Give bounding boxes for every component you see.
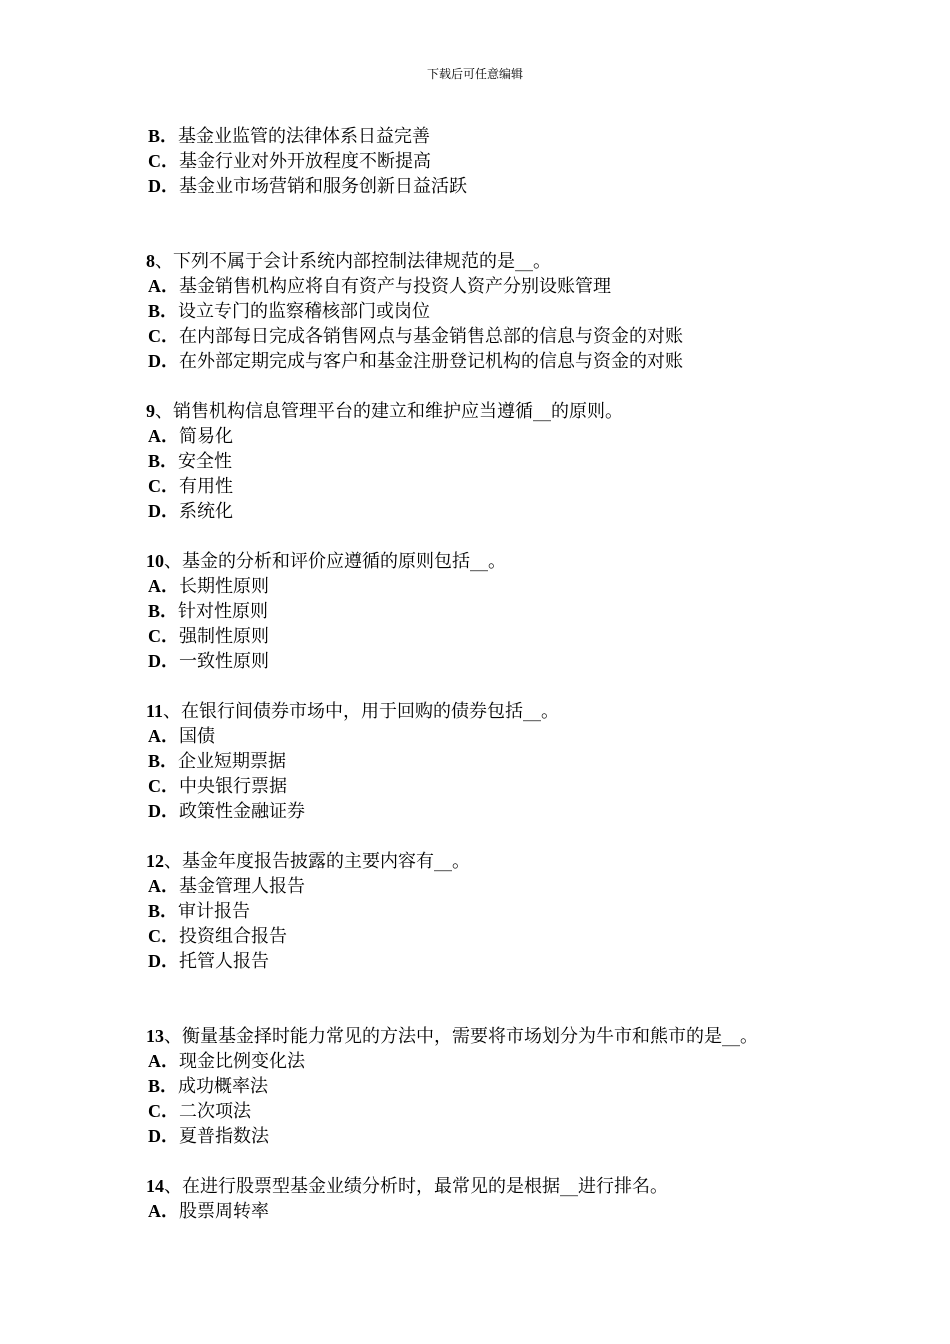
option-b: B．安全性: [148, 451, 233, 472]
option-c: C．二次项法: [148, 1101, 251, 1122]
option-a: A．国债: [148, 726, 215, 747]
option-c: C．在内部每日完成各销售网点与基金销售总部的信息与资金的对账: [148, 326, 683, 347]
option-a: A．现金比例变化法: [148, 1051, 305, 1072]
option-b: B．企业短期票据: [148, 751, 287, 772]
option-c: C．投资组合报告: [148, 926, 287, 947]
option-d: D．托管人报告: [148, 951, 269, 972]
question-content: [146, 124, 906, 1224]
option-b: B．针对性原则: [148, 601, 269, 622]
option-b: B．基金业监管的法律体系日益完善: [148, 126, 431, 147]
option-c: C．中央银行票据: [148, 776, 287, 797]
question-stem: 9、销售机构信息管理平台的建立和维护应当遵循__的原则。: [146, 401, 623, 422]
option-a: A．简易化: [148, 426, 233, 447]
option-b: B．设立专门的监察稽核部门或岗位: [148, 301, 431, 322]
question-13: [146, 1024, 906, 1149]
carry-over-options: [146, 124, 906, 199]
option-c: C．强制性原则: [148, 626, 269, 647]
question-stem: 13、衡量基金择时能力常见的方法中，需要将市场划分为牛市和熊市的是__。: [146, 1026, 758, 1047]
option-a: A．基金管理人报告: [148, 876, 305, 897]
option-d: D．一致性原则: [148, 651, 269, 672]
question-11: [146, 699, 906, 824]
question-stem: 8、下列不属于会计系统内部控制法律规范的是__。: [146, 251, 551, 272]
option-a: A．长期性原则: [148, 576, 269, 597]
option-d: D．夏普指数法: [148, 1126, 269, 1147]
question-stem: 10、基金的分析和评价应遵循的原则包括__。: [146, 551, 506, 572]
option-b: B．成功概率法: [148, 1076, 269, 1097]
question-14: [146, 1174, 906, 1224]
option-d: D．系统化: [148, 501, 233, 522]
page-header: 下载后可任意编辑: [426, 67, 523, 81]
question-stem: 11、在银行间债券市场中，用于回购的债券包括__。: [146, 701, 560, 722]
option-c: C．基金行业对外开放程度不断提高: [148, 151, 431, 172]
option-d: D．政策性金融证券: [148, 801, 305, 822]
question-9: [146, 399, 906, 524]
option-a: A．基金销售机构应将自有资产与投资人资产分别设账管理: [148, 276, 611, 297]
question-12: [146, 849, 906, 974]
question-8: [146, 249, 906, 374]
question-stem: 14、在进行股票型基金业绩分析时，最常见的是根据__进行排名。: [146, 1176, 668, 1197]
question-stem: 12、基金年度报告披露的主要内容有__。: [146, 851, 470, 872]
option-a: A．股票周转率: [148, 1201, 269, 1222]
option-b: B．审计报告: [148, 901, 251, 922]
question-10: [146, 549, 906, 674]
option-c: C．有用性: [148, 476, 233, 497]
option-d: D．基金业市场营销和服务创新日益活跃: [148, 176, 467, 197]
option-d: D．在外部定期完成与客户和基金注册登记机构的信息与资金的对账: [148, 351, 683, 372]
